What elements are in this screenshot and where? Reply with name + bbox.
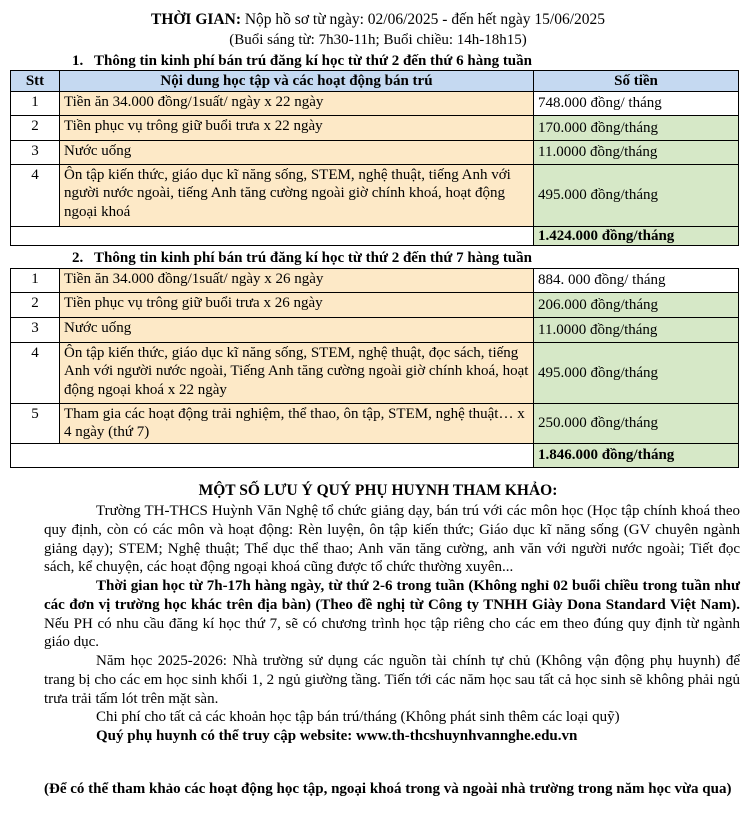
table-row-amount: 206.000 đồng/tháng [534, 293, 739, 318]
note-paragraph: Trường TH-THCS Huỳnh Văn Nghệ tổ chức giảng dạy, bán trú với các môn học (Học tập chính khoá theo quy định, còn có các môn và hoạt động: Rèn luyện, ôn tập kiến thức; Giáo dục kĩ năng sống (GV chuyên ngành giảng dạy); STEM; Nghệ thuật; Thể dục thể thao; Anh văn tăng cường, anh văn với người nước ngoài; Tiết đọc sách, kể chuyện, các hoạt động ngoại khoá cũng được tổ chức thường xuyên... [44, 503, 740, 576]
table-row-content: Ôn tập kiến thức, giáo dục kĩ năng sống, STEM, nghệ thuật, đọc sách, tiếng Anh với người nước ngoài, Tiếng Anh tăng cường ngoài giờ chính khoá, hoạt động ngoại khoá x 22 ngày [60, 343, 534, 404]
time-line [0, 11, 756, 30]
table-row-stt: 2 [11, 293, 60, 318]
table-row-amount: 495.000 đồng/tháng [534, 343, 739, 404]
website-note: (Để có thể tham khảo các hoạt động học tập, ngoại khoá trong và ngoài nhà trường trong năm học vừa qua) [44, 781, 732, 797]
table-row-content: Tiền phục vụ trông giữ buổi trưa x 22 ngày [60, 116, 534, 141]
total-amount: 1.424.000 đồng/tháng [534, 227, 739, 246]
table-row-amount: 250.000 đồng/tháng [534, 404, 739, 444]
fee-table-weekdays [10, 70, 739, 246]
total-amount: 1.846.000 đồng/tháng [534, 444, 739, 468]
website-line: Quý phụ huynh có thể truy cập website: www.th-thcshuynhvannghe.edu.vn [96, 728, 578, 744]
table-row-stt: 1 [11, 269, 60, 293]
table-row-stt: 4 [11, 165, 60, 227]
table-row-content: Nước uống [60, 318, 534, 343]
sessions-line: (Buổi sáng từ: 7h30-11h; Buổi chiều: 14h-18h15) [229, 32, 527, 48]
note-paragraph-hours: Thời gian học từ 7h-17h hàng ngày, từ thứ 2-6 trong tuần (Không nghỉ 02 buổi chiều trong tuần như các đơn vị trường học khác trên địa bàn) (Theo đề nghị từ Công ty TNHH Giày Dona Standard Việt Nam). Nếu PH có nhu cầu đăng kí học thứ 7, sẽ có chương trình học tập riêng cho các em theo đúng quy định từ ngành giáo dục. [44, 578, 740, 651]
table-row-amount: 170.000 đồng/tháng [534, 116, 739, 141]
notes-heading: MỘT SỐ LƯU Ý QUÝ PHỤ HUYNH THAM KHẢO: [198, 482, 558, 499]
table-row-stt: 3 [11, 318, 60, 343]
table-row-content: Nước uống [60, 141, 534, 165]
col-content-header: Nội dung học tập và các hoạt động bán trú [60, 71, 534, 92]
table-row-content: Tiền phục vụ trông giữ buổi trưa x 26 ngày [60, 293, 534, 318]
table-row-amount: 748.000 đồng/ tháng [534, 92, 739, 116]
table-row-stt: 3 [11, 141, 60, 165]
note-paragraph: Năm học 2025-2026: Nhà trường sử dụng các nguồn tài chính tự chủ (Không vận động phụ huynh) để trang bị cho các em học sinh khối 1, 2 ngủ giường tầng. Tiến tới các năm học sau tất cả học sinh sẽ không phải ngủ trưa trải tấm lót trên mặt sàn. [44, 653, 740, 707]
total-row-spacer [11, 227, 534, 246]
table-row-stt: 2 [11, 116, 60, 141]
section2-title: 2. Thông tin kinh phí bán trú đăng kí học từ thứ 2 đến thứ 7 hàng tuần [72, 250, 532, 266]
table-row-content: Tham gia các hoạt động trải nghiệm, thể thao, ôn tập, STEM, nghệ thuật… x 4 ngày (thứ 7) [60, 404, 534, 444]
table-row-content: Ôn tập kiến thức, giáo dục kĩ năng sống, STEM, nghệ thuật, tiếng Anh với người nước ngoài, tiếng Anh tăng cường ngoài giờ chính khoá, hoạt động ngoại khoá [60, 165, 534, 227]
table-row-stt: 5 [11, 404, 60, 444]
note-paragraph: Chi phí cho tất cả các khoản học tập bán trú/tháng (Không phát sinh thêm các loại quỹ) [96, 709, 620, 726]
table-row-content: Tiền ăn 34.000 đồng/1suất/ ngày x 22 ngày [60, 92, 534, 116]
col-stt-header: Stt [11, 71, 60, 92]
table-row-stt: 4 [11, 343, 60, 404]
table-row-amount: 11.0000 đồng/tháng [534, 141, 739, 165]
section1-title: 1. Thông tin kinh phí bán trú đăng kí học từ thứ 2 đến thứ 6 hàng tuần [72, 53, 532, 69]
fee-table-saturday [10, 268, 739, 468]
table-row-content: Tiền ăn 34.000 đồng/1suất/ ngày x 26 ngày [60, 269, 534, 293]
table-row-amount: 884. 000 đồng/ tháng [534, 269, 739, 293]
table-row-amount: 495.000 đồng/tháng [534, 165, 739, 227]
col-amount-header: Số tiền [534, 71, 739, 92]
total-row-spacer [11, 444, 534, 468]
time-label: THỜI GIAN: [150, 11, 241, 28]
time-value: Nộp hồ sơ từ ngày: 02/06/2025 - đến hết ngày 15/06/2025 [240, 11, 606, 28]
table-row-amount: 11.0000 đồng/tháng [534, 318, 739, 343]
notes-body [44, 502, 740, 746]
table-row-stt: 1 [11, 92, 60, 116]
